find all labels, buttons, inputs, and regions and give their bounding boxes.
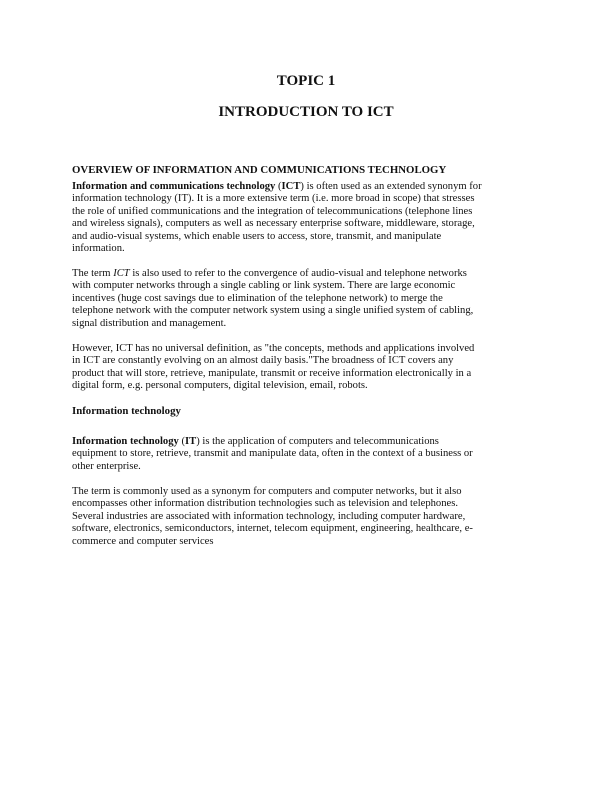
bold-term: IT	[185, 436, 197, 447]
text-line: encompasses other information distribution technologies such as television and telephones.	[72, 498, 458, 510]
topic-number: TOPIC 1	[276, 73, 336, 89]
paragraph-ict-definition	[72, 181, 552, 255]
text-line: telephone network with the computer network system using a single unified system of cabling,	[72, 305, 474, 317]
text-line: and audio-visual systems, which enable users to access, store, transmit, and manipulate	[72, 230, 442, 242]
text: is also used to refer to the convergence of audio-visual and telephone networks	[129, 268, 467, 279]
bold-term: Information technology	[72, 436, 179, 447]
text-line: information.	[72, 243, 125, 255]
text-line: However, ICT has no universal definition, as "the concepts, methods and applications involved	[72, 343, 475, 354]
text-line: Several industries are associated with information technology, including computer hardware,	[72, 510, 466, 522]
paragraph-ict-broadness	[72, 343, 552, 393]
text: ) is often used as an extended synonym for	[300, 181, 482, 192]
text-line: other enterprise.	[72, 460, 141, 472]
text-line: The term is commonly used as a synonym for computers and computer networks, but it also	[72, 486, 462, 497]
bold-term: ICT	[281, 181, 301, 192]
text-line: and wireless signals), computers as well as necessary enterprise software, middleware, storage,	[72, 218, 475, 230]
italic-term: ICT	[113, 268, 130, 279]
text-line: in ICT are constantly evolving on an almost daily basis."The broadness of ICT covers any	[72, 355, 454, 367]
text-line: digital form, e.g. personal computers, digital television, email, robots.	[72, 380, 368, 392]
text-line: information technology (IT). It is a more extensive term (i.e. more broad in scope) that stresses	[72, 193, 475, 205]
section-heading-information-technology: Information technology	[72, 405, 181, 417]
text: (	[178, 436, 186, 447]
text-line: product that will store, retrieve, manipulate, transmit or receive information electronically in a	[72, 367, 472, 379]
paragraph-it-definition	[72, 436, 552, 473]
paragraph-it-usage	[72, 486, 552, 548]
section-heading-overview: OVERVIEW OF INFORMATION AND COMMUNICATIONS TECHNOLOGY	[72, 164, 447, 176]
text-line: commerce and computer services	[72, 535, 214, 547]
text-line: incentives (huge cost savings due to elimination of the telephone network) to merge the	[72, 292, 443, 304]
text-line: software, electronics, semiconductors, internet, telecom equipment, engineering, healthcare, e-	[72, 523, 473, 535]
text-line: with computer networks through a single cabling or link system. There are large economic	[72, 280, 456, 292]
bold-term: Information and communications technology	[72, 181, 276, 192]
text: The term	[72, 268, 114, 279]
text-line: equipment to store, retrieve, transmit and manipulate data, often in the context of a business or	[72, 448, 473, 460]
text-line: signal distribution and management.	[72, 317, 227, 329]
text-line: the role of unified communications and the integration of telecommunications (telephone lines	[72, 205, 473, 217]
text: (	[275, 181, 282, 192]
page-title: INTRODUCTION TO ICT	[218, 104, 394, 120]
text: ) is the application of computers and telecommunications	[196, 436, 439, 447]
paragraph-ict-convergence	[72, 268, 552, 330]
